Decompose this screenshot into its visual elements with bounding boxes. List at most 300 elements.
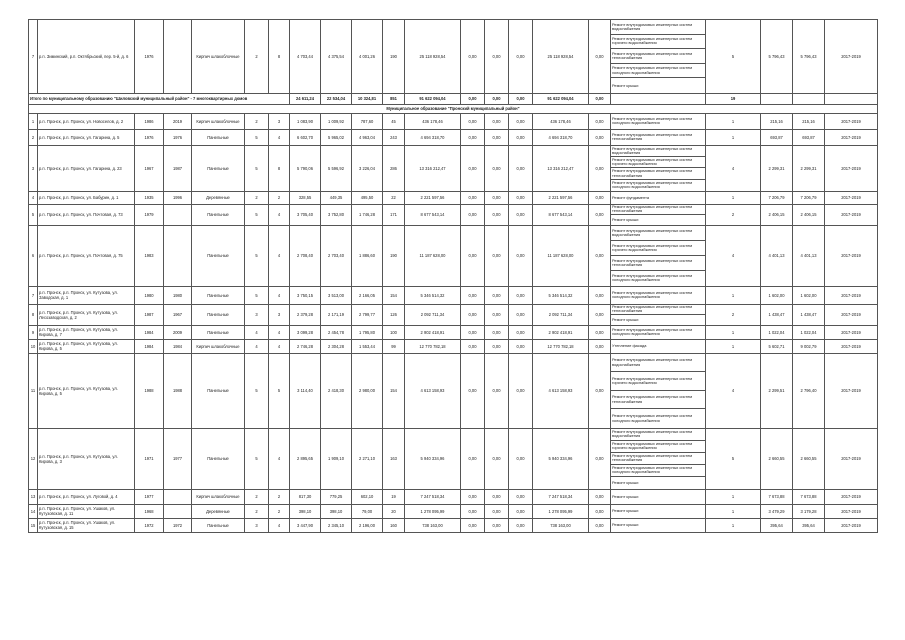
cell-period: 2017-2019 [825,353,878,428]
cell-owners: 436 178,46 [533,113,589,129]
cell-num: 15 [29,518,38,532]
cell-unit_max: 2 406,15 [793,204,825,225]
cell-area_total: 2 379,28 [290,304,321,325]
cell-works_count: 4 [706,145,761,191]
cell-area_total: 3 114,40 [290,353,321,428]
work-item: Ремонт внутридомовых инженерных систем холодного водоснабжения [612,327,693,337]
cell-works [611,489,706,504]
capital-repair-table [28,19,878,533]
cell-budget_reg: 0,00 [485,286,509,304]
cell-owners: 91 622 094,04 [533,93,589,104]
cell-address: р.п. Пронск, р.п. Пронск, ул. Новоселов, д. 2 [38,113,135,129]
cell-year_built: 1984 [135,325,164,339]
cell-other: 0,00 [589,129,611,145]
cell-floors: 5 [245,286,269,304]
table-row [29,504,878,518]
cell-area_total: 3 099,28 [290,325,321,339]
cell-num: 5 [29,204,38,225]
cell-entrances: 5 [269,353,290,428]
work-item: Ремонт крыши [612,479,639,485]
cell-fund: 0,00 [461,325,485,339]
cell-budget_mun: 0,00 [509,518,533,532]
cell-area_live: 2 304,28 [321,339,352,353]
cell-works [611,225,706,286]
cell-wall: Панельные [192,204,245,225]
cell-floors: 5 [245,145,269,191]
work-item: Ремонт внутридомовых инженерных систем горячего водоснабжения [611,441,705,453]
cell-year_built: 1987 [135,304,164,325]
table-row [29,518,878,532]
cell-works [611,113,706,129]
work-item: Ремонт крыши [612,522,639,528]
cell-area_live: 4 375,54 [321,20,352,94]
cell-fund: 0,00 [461,129,485,145]
cell-budget_reg: 0,00 [485,489,509,504]
cell-entrances: 4 [269,204,290,225]
cell-address: р.п. Пронск, р.п. Пронск, ул. Луговой, д. 4 [38,489,135,504]
cell-budget_reg: 0,00 [485,93,509,104]
cell-budget_reg: 0,00 [485,428,509,489]
cell-address: р.п. Пронск, р.п. Пронск, ул. Бабурин, д. 1 [38,191,135,204]
cell-residents: 45 [383,113,405,129]
cell-other: 0,00 [589,353,611,428]
cell-residents: 243 [383,129,405,145]
cell-cost_total: 436 178,46 [405,113,461,129]
register-sheet [28,19,877,533]
table-row [29,428,878,489]
cell-area_total: 5 790,06 [290,145,321,191]
cell-period: 2017-2019 [825,20,878,94]
cell-budget_mun: 0,00 [509,325,533,339]
cell-fund: 0,00 [461,304,485,325]
cell-residents: 171 [383,204,405,225]
cell-year_built: 1977 [135,489,164,504]
cell-wall: Панельные [192,286,245,304]
cell-other: 0,00 [589,504,611,518]
cell-other: 0,00 [589,339,611,353]
cell-budget_mun: 0,00 [509,286,533,304]
cell-area_total: 398,10 [290,504,321,518]
table-row [29,353,878,428]
table-row [29,325,878,339]
cell-area_total: 3 750,15 [290,286,321,304]
cell-year_reconstr [164,489,192,504]
cell-wall: Панельные [192,518,245,532]
cell-unit_cost: 395,64 [761,518,793,532]
cell-unit_cost: 7 673,88 [761,489,793,504]
work-item: Ремонт внутридомовых инженерных систем водоснабжения [611,146,705,157]
cell-other: 0,00 [589,204,611,225]
cell-num: 1 [29,113,38,129]
cell-wall: Кирпич шлакоблочные [192,489,245,504]
cell-year_reconstr: 1977 [164,428,192,489]
cell-unit_max: 4 401,13 [793,225,825,286]
cell-residents: 100 [383,325,405,339]
cell-budget_mun: 0,00 [509,113,533,129]
cell-area_res: 2 166,05 [352,286,383,304]
cell-budget_reg: 0,00 [485,145,509,191]
cell-other: 0,00 [589,225,611,286]
cell-cost_total: 4 694 318,70 [405,129,461,145]
cell-num: 7 [29,286,38,304]
cell-wall: Панельные [192,225,245,286]
cell-cost_total: 2 092 711,34 [405,304,461,325]
cell-unit_max: 7 673,88 [793,489,825,504]
cell-area_res: 2 271,10 [352,428,383,489]
cell-area_live: 449,35 [321,191,352,204]
cell-wall: Кирпич шлакоблочные [192,20,245,94]
cell-owners: 8 677 543,14 [533,204,589,225]
cell-fund: 0,00 [461,93,485,104]
cell-budget_mun: 0,00 [509,504,533,518]
cell-residents: 154 [383,353,405,428]
cell-budget_mun: 0,00 [509,353,533,428]
cell-residents: 190 [383,225,405,286]
cell-budget_reg: 0,00 [485,20,509,94]
table-row [29,286,878,304]
cell-unit_max: 2 299,31 [793,145,825,191]
cell-works [611,286,706,304]
cell-unit_cost: 7 206,79 [761,191,793,204]
cell-entrances: 4 [269,225,290,286]
cell-other: 0,00 [589,428,611,489]
cell-wall: Панельные [192,428,245,489]
cell-entrances: 8 [269,20,290,94]
cell-area_res: 3 226,04 [352,145,383,191]
cell-period: 2017-2019 [825,145,878,191]
total-blank-cell [761,93,793,104]
cell-fund: 0,00 [461,339,485,353]
cell-other: 0,00 [589,20,611,94]
work-item: Ремонт внутридомовых инженерных систем горячего водоснабжения [611,372,705,391]
cell-address: р.п. Зиминский, р.п. Октябрьский, пер. 5-й, д. 6 [38,20,135,94]
cell-budget_reg: 0,00 [485,325,509,339]
cell-works [611,325,706,339]
cell-floors: 2 [245,504,269,518]
cell-period: 2017-2019 [825,113,878,129]
cell-works [611,504,706,518]
cell-entrances: 3 [269,304,290,325]
cell-year_reconstr: 2009 [164,325,192,339]
cell-area_live: 1 009,92 [321,113,352,129]
work-item: Ремонт крыши [612,316,639,322]
cell-period: 2017-2019 [825,191,878,204]
cell-address: р.п. Пронск, р.п. Пронск, ул. Кутузова, ул. Кирова, д. 5 [38,353,135,428]
cell-year_reconstr: 2019 [164,113,192,129]
table-row [29,129,878,145]
cell-budget_mun: 0,00 [509,191,533,204]
cell-num: 10 [29,339,38,353]
work-item: Ремонт внутридомовых инженерных систем водоснабжения [611,354,705,373]
cell-area_live: 5 965,02 [321,129,352,145]
cell-fund: 0,00 [461,225,485,286]
cell-budget_mun: 0,00 [509,93,533,104]
cell-wall: Панельные [192,145,245,191]
cell-wall: Деревянные [192,191,245,204]
cell-unit_max: 2 660,55 [793,428,825,489]
cell-period: 2017-2019 [825,129,878,145]
cell-cost_total: 7 247 518,34 [405,489,461,504]
cell-unit_max: 7 206,79 [793,191,825,204]
cell-floors: 4 [245,339,269,353]
cell-unit_cost: 2 660,55 [761,428,793,489]
cell-floors: 2 [245,489,269,504]
cell-year_reconstr: 1976 [164,129,192,145]
cell-works [611,145,706,191]
cell-address: р.п. Пронск, р.п. Пронск, ул. Ушаков, ул. Кутузовская, д. 15 [38,518,135,532]
cell-num: 3 [29,145,38,191]
cell-cost_total: 8 677 543,14 [405,204,461,225]
cell-wall: Панельные [192,353,245,428]
cell-owners: 4 613 158,93 [533,353,589,428]
cell-unit_max: 3 179,28 [793,504,825,518]
cell-year_built: 1968 [135,504,164,518]
cell-owners: 2 221 597,56 [533,191,589,204]
cell-other: 0,00 [589,325,611,339]
cell-year_reconstr [164,504,192,518]
cell-year_reconstr [164,225,192,286]
cell-period: 2017-2019 [825,518,878,532]
cell-owners: 5 346 514,32 [533,286,589,304]
cell-fund: 0,00 [461,286,485,304]
cell-area_live: 1 909,10 [321,428,352,489]
cell-entrances: 3 [269,113,290,129]
cell-num: 7 [29,20,38,94]
cell-other: 0,00 [589,191,611,204]
cell-entrances: 2 [269,191,290,204]
cell-fund: 0,00 [461,489,485,504]
work-item: Ремонт внутридомовых инженерных систем горячего водоснабжения [611,35,705,50]
cell-num: 4 [29,191,38,204]
cell-unit_cost: 2 406,15 [761,204,793,225]
cell-period: 2017-2019 [825,339,878,353]
cell-cost_total: 5 346 514,32 [405,286,461,304]
cell-budget_reg: 0,00 [485,353,509,428]
cell-period: 2017-2019 [825,489,878,504]
work-item: Ремонт крыши [612,508,639,514]
cell-unit_cost: 5 602,71 [761,339,793,353]
table-row [29,191,878,204]
cell-works [611,518,706,532]
cell-area_live: 2 454,78 [321,325,352,339]
cell-area_live: 2 418,30 [321,353,352,428]
cell-residents: 99 [383,339,405,353]
cell-owners: 4 694 318,70 [533,129,589,145]
work-item: Ремонт внутридомовых инженерных систем водоснабжения [611,20,705,35]
cell-year_reconstr: 1980 [164,286,192,304]
cell-works_count: 4 [706,353,761,428]
cell-area_total: 24 611,24 [290,93,321,104]
cell-year_built: 1971 [135,428,164,489]
cell-unit_cost: 2 299,31 [761,145,793,191]
cell-area_live: 5 596,92 [321,145,352,191]
cell-area_total: 3 705,40 [290,204,321,225]
cell-other: 0,00 [589,489,611,504]
cell-works [611,339,706,353]
cell-budget_mun: 0,00 [509,489,533,504]
cell-unit_max: 1 602,00 [793,286,825,304]
table-row [29,304,878,325]
cell-unit_max: 395,64 [793,518,825,532]
cell-residents: 851 [383,93,405,104]
cell-entrances: 4 [269,428,290,489]
cell-wall: Панельные [192,325,245,339]
cell-floors: 3 [245,518,269,532]
cell-area_res: 1 886,60 [352,225,383,286]
cell-budget_mun: 0,00 [509,204,533,225]
cell-area_res: 2 196,00 [352,518,383,532]
cell-cost_total: 2 902 418,91 [405,325,461,339]
work-item: Ремонт внутридомовых инженерных систем холодного водоснабжения [612,413,693,423]
total-row [29,93,878,104]
cell-wall: Кирпич шлакоблочные [192,339,245,353]
cell-year_reconstr: 1984 [164,339,192,353]
cell-area_live: 2 703,40 [321,225,352,286]
cell-area_res: 602,10 [352,489,383,504]
cell-year_reconstr: 1972 [164,518,192,532]
cell-fund: 0,00 [461,20,485,94]
cell-unit_cost: 693,87 [761,129,793,145]
cell-entrances: 8 [269,145,290,191]
cell-area_res: 79,00 [352,504,383,518]
cell-residents: 286 [383,145,405,191]
cell-residents: 163 [383,428,405,489]
cell-unit_max: 215,16 [793,113,825,129]
cell-area_live: 2 345,10 [321,518,352,532]
cell-works [611,191,706,204]
work-item: Ремонт крыши [612,82,639,88]
work-item: Ремонт внутридомовых инженерных систем теплоснабжения [611,453,705,465]
work-item: Ремонт фундамента [612,194,650,200]
cell-address: р.п. Пронск, р.п. Пронск, ул. Кутузова, ул. Кирова, д. 5 [38,339,135,353]
cell-works_count: 1 [706,504,761,518]
cell-unit_max: 1 022,04 [793,325,825,339]
cell-area_res: 10 324,81 [352,93,383,104]
cell-num: 12 [29,428,38,489]
cell-entrances: 2 [269,504,290,518]
cell-num: 14 [29,504,38,518]
work-item: Ремонт внутридомовых инженерных систем горячего водоснабжения [611,157,705,168]
work-item: Ремонт внутридомовых инженерных систем холодного водоснабжения [612,290,693,300]
cell-year_built: 1935 [135,191,164,204]
cell-unit_max: 9 002,79 [793,339,825,353]
table-body [29,20,878,533]
cell-other: 0,00 [589,518,611,532]
cell-fund: 0,00 [461,518,485,532]
cell-budget_mun: 0,00 [509,304,533,325]
cell-year_built: 1984 [135,339,164,353]
cell-address: р.п. Пронск, р.п. Пронск, ул. Кутузова, ул. Кирова, д. 3 [38,428,135,489]
total-works-blank [611,93,706,104]
cell-unit_max: 693,87 [793,129,825,145]
cell-owners: 738 163,00 [533,518,589,532]
cell-budget_reg: 0,00 [485,518,509,532]
cell-entrances: 4 [269,339,290,353]
total-blank-cell [793,93,825,104]
cell-floors: 5 [245,204,269,225]
cell-period: 2017-2019 [825,204,878,225]
cell-works_count: 1 [706,191,761,204]
work-item: Утепление фасада [612,343,647,349]
work-item: Ремонт внутридомовых инженерных систем теплоснабжения [611,49,705,64]
cell-budget_reg: 0,00 [485,225,509,286]
cell-floors: 2 [245,20,269,94]
cell-address: р.п. Пронск, р.п. Пронск, ул. Ушаков, ул. Кутузовская, д. 11 [38,504,135,518]
cell-period: 2017-2019 [825,304,878,325]
cell-fund: 0,00 [461,191,485,204]
cell-year_built: 1976 [135,20,164,94]
cell-unit_cost: 3 479,29 [761,504,793,518]
cell-address: р.п. Пронск, р.п. Пронск, ул. Почтовая, д. 73 [38,204,135,225]
cell-unit_cost: 1 438,47 [761,304,793,325]
cell-works_count: 4 [706,225,761,286]
work-item: Ремонт внутридомовых инженерных систем теплоснабжения [611,205,705,215]
cell-works_count: 1 [706,339,761,353]
cell-floors: 5 [245,129,269,145]
cell-entrances: 2 [269,489,290,504]
work-item: Ремонт внутридомовых инженерных систем теплоснабжения [611,256,705,271]
cell-unit_cost: 1 602,00 [761,286,793,304]
work-item: Ремонт внутридомовых инженерных систем водоснабжения [611,429,705,441]
cell-entrances: 4 [269,286,290,304]
cell-unit_cost: 4 401,13 [761,225,793,286]
cell-budget_reg: 0,00 [485,504,509,518]
cell-area_total: 2 708,40 [290,225,321,286]
cell-owners: 12 770 782,18 [533,339,589,353]
cell-works_count: 1 [706,489,761,504]
cell-owners: 11 187 628,00 [533,225,589,286]
cell-owners: 25 118 928,54 [533,20,589,94]
cell-unit_max: 1 438,47 [793,304,825,325]
cell-cost_total: 91 622 094,04 [405,93,461,104]
cell-area_total: 6 602,70 [290,129,321,145]
cell-other: 0,00 [589,304,611,325]
cell-wall: Деревянные [192,504,245,518]
cell-floors: 5 [245,225,269,286]
cell-period: 2017-2019 [825,325,878,339]
cell-year_reconstr: 1996 [164,191,192,204]
cell-period: 2017-2019 [825,428,878,489]
cell-works [611,353,706,428]
cell-works_count: 1 [706,325,761,339]
table-row [29,225,878,286]
cell-cost_total: 13 316 212,47 [405,145,461,191]
cell-residents: 22 [383,191,405,204]
cell-owners: 2 092 711,34 [533,304,589,325]
cell-area_live: 2 171,19 [321,304,352,325]
cell-works_count: 1 [706,518,761,532]
cell-unit_cost: 1 022,04 [761,325,793,339]
cell-year_built: 1988 [135,353,164,428]
cell-works_count: 5 [706,20,761,94]
cell-fund: 0,00 [461,145,485,191]
cell-year_built: 1967 [135,145,164,191]
cell-num: 11 [29,353,38,428]
cell-budget_reg: 0,00 [485,129,509,145]
cell-owners: 7 247 518,34 [533,489,589,504]
cell-residents: 20 [383,504,405,518]
cell-works [611,304,706,325]
work-item: Ремонт внутридомовых инженерных систем холодного водоснабжения [611,64,705,79]
cell-area_res: 495,50 [352,191,383,204]
cell-period: 2017-2019 [825,286,878,304]
cell-area_res: 1 795,80 [352,325,383,339]
cell-residents: 160 [383,518,405,532]
table-row [29,113,878,129]
cell-unit_cost: 5 796,43 [761,20,793,94]
work-item: Ремонт внутридомовых инженерных систем теплоснабжения [611,391,705,410]
cell-area_total: 4 703,44 [290,20,321,94]
